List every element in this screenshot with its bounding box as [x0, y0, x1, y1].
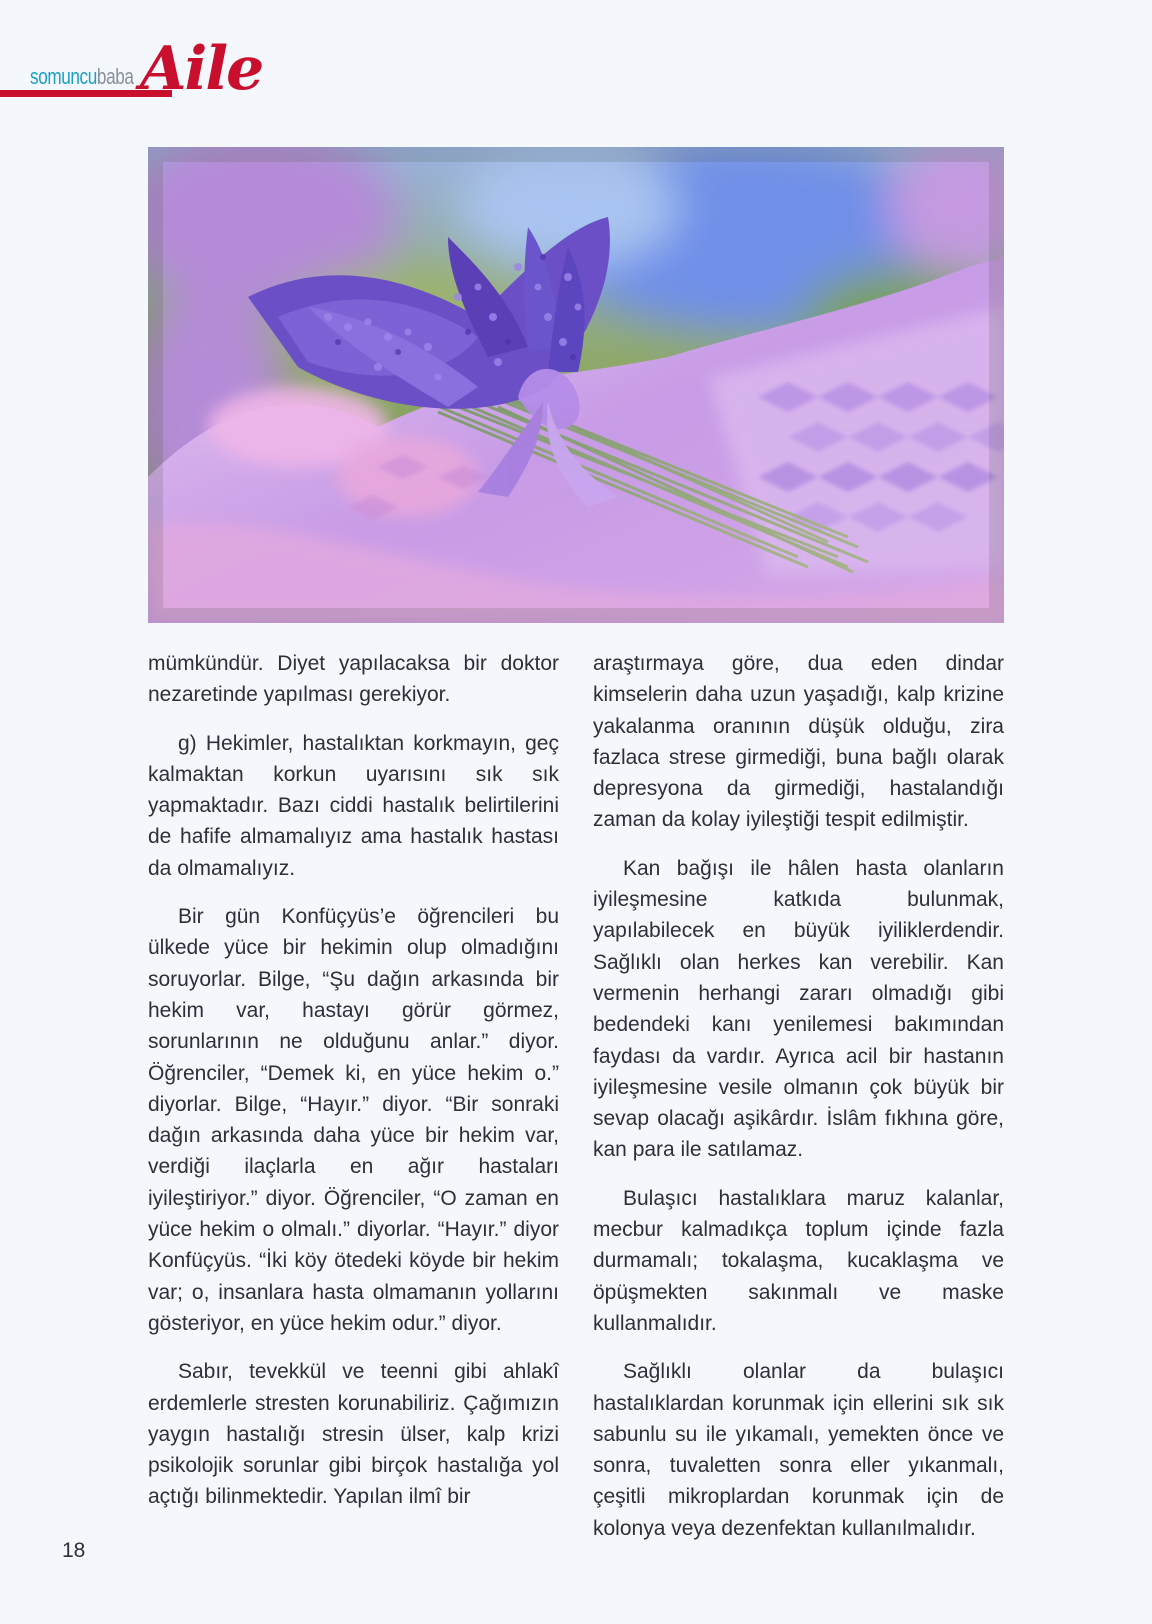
paragraph: Sabır, tevekkül ve teenni gibi ahlakî erdemlerle stresten korunabiliriz. Çağımızın yaygın hastalığı stresin ülser, kalp krizi psikolojik sorunlar gibi birçok hastalığa yol açtığı bilinmektedir. Yapılan ilmî bir — [148, 1360, 559, 1509]
brand-name — [30, 64, 134, 90]
paragraph: g) Hekimler, hastalıktan korkmayın, geç kalmaktan korkun uyarısını sık sık yapmaktadır. Bazı ciddi hastalık belirtilerini de hafife almamalıyız ama hastalık hastası da olmamalıyız. — [148, 731, 559, 880]
article-column-left — [148, 648, 559, 1530]
paragraph: Bir gün Konfüçyüs’e öğrencileri bu ülkede yüce bir hekimin olup olmadığını soruyorlar. Bilge, “Şu dağın arkasında bir hekim var, hastayı görür görmez, sorunlarının ne olduğunu anlar.” diyor. Öğrenciler, “Demek ki, en yüce hekim o.” diyorlar. Bilge, “Hayır.” diyor. “Bir sonraki dağın arkasında daha yüce bir hekim var, verdiği ilaçlarla en ağır hastaları iyileştiriyor.” diyor. Öğrenciler, “O zaman en yüce hekim o olmalı.” diyorlar. “Hayır.” diyor Konfüçyüs. “İki köy ötedeki köyde bir hekim var; o, insanlara hasta olmamanın yollarını gösteriyor, en yüce hekim odur.” diyor. — [148, 905, 559, 1335]
masthead — [0, 30, 300, 110]
paragraph: Kan bağışı ile hâlen hasta olanların iyileşmesine katkıda bulunmak, yapılabilecek en büyük iyiliklerdendir. Sağlıklı olan herkes kan verebilir. Kan vermenin herhangi zararı olmadığı gibi bedendeki kanı yenilemesi bakımından faydası da vardır. Ayrıca acil bir hastanın iyileşmesine vesile olmanın çok büyük bir sevap olacağı aşikârdır. İslâm fıkhına göre, kan para ile satılamaz. — [593, 856, 1004, 1162]
brand-name-part-2: baba — [96, 64, 134, 89]
brand-script-title: Aile — [140, 34, 263, 104]
paragraph: Sağlıklı olanlar da bulaşıcı hastalıklardan korunmak için ellerini sık sık sabunlu su ile yıkamalı, yemekten önce ve sonra, tuvaletten sonra eller yıkanmalı, çeşitli mikroplardan korunmak için de kolonya veya dezenfektan kullanılmalıdır. — [593, 1360, 1004, 1540]
paragraph: araştırmaya göre, dua eden dindar kimselerin daha uzun yaşadığı, kalp krizine yakalanma oranının düşük olduğu, zira fazlaca strese girmediği, buna bağlı olarak depresyona da girmediği, hastalandığı zaman da kolay iyileştiği tespit edilmiştir. — [593, 652, 1004, 832]
article-column-right — [593, 648, 1004, 1561]
page-number: 18 — [62, 1539, 86, 1562]
hero-illustration — [148, 147, 1004, 623]
paragraph: Bulaşıcı hastalıklara maruz kalanlar, mecbur kalmadıkça toplum içinde fazla durmamalı; tokalaşma, kucaklaşma ve öpüşmekten sakınmalı ve maske kullanmalıdır. — [593, 1186, 1004, 1335]
brand-name-part-1: somuncu — [30, 64, 97, 89]
paragraph: mümkündür. Diyet yapılacaksa bir doktor nezaretinde yapılması gerekiyor. — [148, 652, 559, 707]
lavender-bouquet-photo — [148, 147, 1004, 623]
